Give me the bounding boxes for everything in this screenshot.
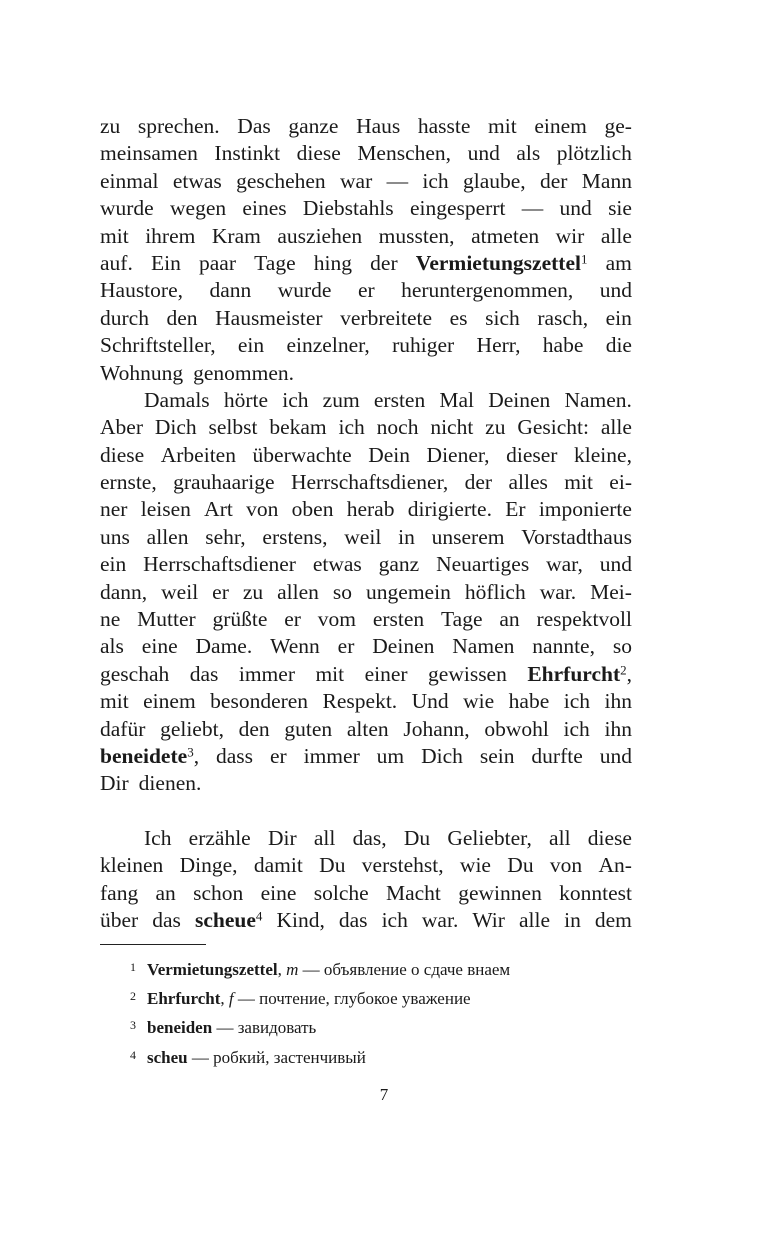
word: diese (296, 141, 341, 166)
word: geschehen (236, 168, 326, 193)
word: sich (485, 305, 520, 330)
word: ernste, (100, 470, 157, 495)
footnote-term: scheu (147, 1047, 188, 1067)
word: alle (600, 223, 632, 248)
text-line (100, 743, 632, 770)
word: ersten (372, 607, 425, 632)
word: und (559, 196, 592, 221)
footnote-marker: 2 (620, 662, 627, 678)
word: weil (344, 524, 382, 549)
text-line (100, 770, 632, 797)
word: der (370, 250, 398, 275)
word: Ein (150, 250, 181, 275)
word: um (376, 743, 405, 768)
word: mit (564, 470, 593, 495)
word: ich (563, 716, 590, 741)
footnote-translation: — почтение, глубокое уважение (233, 989, 471, 1009)
word: an (499, 607, 520, 632)
footnote-separator (100, 944, 206, 945)
word: einem (143, 689, 196, 714)
word: ungemein (366, 579, 451, 604)
footnote-gender: f (228, 989, 234, 1009)
word: habe (508, 689, 550, 714)
word: Geliebter, (447, 825, 532, 850)
word: allen (146, 524, 189, 549)
text-line (100, 606, 632, 633)
word: von (246, 497, 279, 522)
word: ganze (288, 114, 339, 138)
word: Dame. (195, 634, 253, 659)
word: weil (161, 579, 199, 604)
word: das (189, 661, 219, 686)
word: Dir (100, 771, 129, 796)
word: besonderen (210, 689, 309, 714)
word: heruntergenommen, (401, 278, 574, 303)
word: überwachte (252, 442, 352, 467)
word: er (337, 634, 355, 659)
word: und (599, 278, 632, 303)
word: ein (605, 305, 632, 330)
word: in (398, 524, 415, 549)
word: so (332, 579, 353, 604)
word: Wohnung (100, 360, 184, 385)
word: damit (253, 853, 303, 878)
word: er (269, 743, 287, 768)
word: ein (237, 333, 265, 358)
footnote-marker: 4 (255, 908, 263, 924)
word: so (612, 634, 632, 659)
word: wurde (100, 196, 154, 221)
word: als (516, 141, 541, 166)
word: Wenn (270, 634, 320, 659)
footnote-marker: 3 (187, 744, 194, 760)
word: war. (539, 579, 577, 604)
word: plötzlich (556, 141, 632, 166)
footnote-translation: — робкий, застенчивый (187, 1047, 366, 1067)
word: ausziehen (277, 223, 363, 248)
word: ihrem (145, 223, 196, 248)
footnote-2 (130, 982, 650, 1011)
word: Herrschaftsdiener (143, 552, 296, 577)
word: war. (421, 907, 459, 932)
word: alle (519, 907, 551, 932)
word: die (605, 333, 632, 358)
word: Mei- (590, 579, 632, 604)
text-line (100, 360, 632, 387)
word: — (521, 196, 544, 221)
word: dirigierte. (407, 497, 492, 522)
text-line (100, 469, 632, 496)
word: diese (587, 825, 632, 850)
word: Hausmeister (215, 305, 323, 330)
word: diese (100, 442, 145, 467)
body-text (100, 113, 632, 934)
word: wurde (277, 278, 332, 303)
footnote-translation: — объявление о сдаче внаем (298, 960, 511, 980)
word: noch (376, 415, 419, 440)
text-line (100, 442, 632, 469)
word: mit (315, 661, 345, 686)
page-number: 7 (379, 1085, 389, 1104)
word: sein (479, 743, 515, 768)
word: Du (319, 853, 346, 878)
footnote-4 (130, 1041, 650, 1070)
word: habe (542, 333, 584, 358)
word: wie (459, 853, 491, 878)
word: vom (317, 607, 357, 632)
word: dafür (100, 716, 146, 741)
word: genommen. (193, 360, 294, 385)
word: Diebstahls (302, 196, 394, 221)
footnote-number: 1 (130, 960, 136, 974)
word: geschah (100, 661, 170, 686)
text-line (100, 195, 632, 222)
word: Dein (368, 442, 410, 467)
word: mit (488, 114, 517, 138)
word: unserem (431, 524, 505, 549)
text-line (100, 825, 632, 852)
word: zu (100, 114, 121, 138)
word: Mutter (137, 607, 196, 632)
word: wir (555, 223, 585, 248)
word: war (340, 168, 373, 193)
word: respektvoll (536, 607, 632, 632)
word: zum (322, 387, 360, 412)
word: selbst (208, 415, 258, 440)
word: bekam (269, 415, 327, 440)
word: Dinge, (179, 853, 238, 878)
word: Kind, (276, 907, 325, 932)
word: er (357, 278, 375, 303)
word: durfte (531, 743, 583, 768)
text-line (100, 223, 632, 250)
word: wegen (170, 196, 227, 221)
word: imponierte (538, 497, 632, 522)
word: ersten (373, 387, 426, 412)
word: atmeten (471, 223, 540, 248)
word: ich (563, 689, 591, 714)
word: einmal (100, 168, 159, 193)
text-line (100, 496, 632, 523)
word: ich (282, 387, 309, 412)
word: und (599, 743, 632, 768)
word: etwas (312, 552, 362, 577)
word: Vorstadthaus (521, 524, 632, 549)
word: glaube, (463, 168, 526, 193)
word: ich (381, 907, 408, 932)
word: er (284, 607, 301, 632)
word: Mal (439, 387, 475, 412)
word: zu (242, 579, 264, 604)
text-line (100, 305, 632, 332)
word: sprechen. (137, 114, 220, 138)
text-line (100, 661, 632, 688)
text-line (100, 716, 632, 743)
word: Namen. (564, 387, 632, 412)
word: Menschen, (357, 141, 452, 166)
word: meinsamen (100, 141, 198, 166)
word: dann, (100, 579, 148, 604)
word: ganz (378, 552, 420, 577)
text-line (100, 332, 632, 359)
text-line (100, 387, 632, 414)
text-line (100, 852, 632, 879)
word: Art (204, 497, 233, 522)
word: schon (193, 880, 244, 905)
word: sehr, (205, 524, 246, 549)
word: ihn (604, 689, 632, 714)
word: Das (237, 114, 271, 138)
word: erstens, (262, 524, 328, 549)
word: Arbeiten (160, 442, 236, 467)
text-line (100, 907, 632, 934)
text-line (100, 140, 632, 167)
word: Tage (254, 250, 296, 275)
word: dieser (506, 442, 558, 467)
word: höflich (464, 579, 526, 604)
word: Diener, (426, 442, 490, 467)
word: dem (594, 907, 632, 932)
word: über (100, 907, 139, 932)
word: Instinkt (214, 141, 281, 166)
text-line (100, 113, 632, 140)
word: verbreitete (340, 305, 433, 330)
word: eine (260, 880, 297, 905)
text-line (100, 414, 632, 441)
footnote-translation: — завидовать (212, 1018, 317, 1038)
word: Namen (452, 634, 515, 659)
word: herab (346, 497, 395, 522)
word: Herr, (476, 333, 521, 358)
word: und (599, 552, 632, 577)
word: das (152, 907, 181, 932)
word: am (605, 250, 632, 275)
text-line (100, 168, 632, 195)
footnote-marker: 1 (580, 251, 588, 267)
word: eingesperrt (409, 196, 506, 221)
word: Aber (100, 415, 143, 440)
word: etwas (172, 168, 222, 193)
footnote-1 (130, 953, 650, 982)
word: rasch, (537, 305, 589, 330)
footnote-number: 4 (130, 1047, 136, 1062)
word: gewinnen (458, 880, 542, 905)
word: als (100, 634, 124, 659)
footnote-3 (130, 1011, 650, 1040)
word: einzelner, (286, 333, 370, 358)
word: hörte (223, 387, 269, 412)
word: von (549, 853, 583, 878)
word: allen (277, 579, 319, 604)
word: ne (100, 607, 121, 632)
word: den (166, 305, 198, 330)
word: An- (598, 853, 632, 878)
text-line (100, 633, 632, 660)
word: Kram (211, 223, 261, 248)
word: Du (403, 825, 431, 850)
word: Gesicht: (517, 415, 589, 440)
word: alle (600, 415, 632, 440)
word: mit (100, 223, 129, 248)
footnote-number: 2 (130, 989, 136, 1004)
word: Dich (421, 743, 463, 768)
word: Tage (441, 607, 483, 632)
text-line (100, 551, 632, 578)
word: Vermietungszettel$^1$ (415, 250, 588, 275)
word: leisen (140, 497, 191, 522)
word: dann (209, 278, 252, 303)
word: Ich (144, 825, 172, 850)
word: ich (422, 168, 449, 193)
word: obwohl (484, 716, 549, 741)
word: ihn (604, 716, 632, 741)
word: Schriftsteller, (100, 333, 216, 358)
word: beneidete$^3$, (100, 743, 200, 768)
footnote-term: Ehrfurcht (147, 989, 221, 1009)
word: alles (508, 470, 548, 495)
word: ei- (609, 470, 632, 495)
word: dienen. (138, 771, 202, 796)
word: Er (505, 497, 526, 522)
word: dass (216, 743, 254, 768)
word: er (212, 579, 229, 604)
word: wie (463, 689, 495, 714)
word: immer (238, 661, 295, 686)
word: ein (100, 552, 127, 577)
word: der (540, 168, 568, 193)
word: einer (364, 661, 408, 686)
footnotes (130, 953, 650, 1070)
text-line (100, 880, 632, 907)
word: Deinen (372, 634, 435, 659)
word: guten (284, 716, 333, 741)
footnote-number: 3 (130, 1018, 136, 1033)
word: Damals (144, 387, 210, 412)
text-line (100, 524, 632, 551)
word: alten (346, 716, 389, 741)
word: das (338, 907, 368, 932)
word: und (467, 141, 500, 166)
word: kleinen (100, 853, 164, 878)
text-line (100, 250, 632, 277)
word: fang (100, 880, 139, 905)
word: Wir (472, 907, 505, 932)
word: eines (242, 196, 287, 221)
word: paar (199, 250, 236, 275)
word: sie (608, 196, 632, 221)
word: in (564, 907, 581, 932)
footnote-gender: m (286, 960, 299, 980)
word: Johann, (403, 716, 470, 741)
word: ge- (604, 114, 632, 138)
word: geliebt, (160, 716, 224, 741)
word: all (549, 825, 571, 850)
word: — (386, 168, 409, 193)
word: durch (100, 305, 149, 330)
word: Haustore, (100, 278, 183, 303)
word: Haus (356, 114, 401, 138)
word: hasste (417, 114, 471, 138)
footnote-term: Vermietungszettel (147, 960, 278, 980)
word: solche (313, 880, 369, 905)
word: an (155, 880, 176, 905)
word: scheue$^4$ (194, 907, 263, 932)
word: auf. (100, 250, 133, 275)
footnote-term: beneiden (147, 1018, 213, 1038)
word: den (238, 716, 270, 741)
word: einem (534, 114, 587, 138)
word: Macht (385, 880, 441, 905)
word: erzähle (188, 825, 251, 850)
word: ruhiger (392, 333, 455, 358)
word: mit (100, 689, 129, 714)
word: ner (100, 497, 128, 522)
word: Dir (267, 825, 297, 850)
footnote-separator-text: , (277, 960, 287, 980)
word: Ehrfurcht$^2$, (527, 661, 632, 686)
paragraph-gap (100, 798, 632, 825)
footnote-separator-text: , (220, 989, 229, 1009)
word: es (449, 305, 468, 330)
word: mussten, (378, 223, 455, 248)
word: nannte, (532, 634, 595, 659)
word: Mann (581, 168, 632, 193)
word: war, (546, 552, 583, 577)
word: nicht (430, 415, 474, 440)
word: Und (411, 689, 449, 714)
text-line (100, 688, 632, 715)
word: ich (338, 415, 365, 440)
text-line (100, 277, 632, 304)
word: Respekt. (322, 689, 398, 714)
word: oben (291, 497, 334, 522)
word: Deinen (488, 387, 551, 412)
word: hing (313, 250, 353, 275)
word: immer (303, 743, 360, 768)
word: der (464, 470, 493, 495)
word: zu (485, 415, 506, 440)
word: eine (141, 634, 178, 659)
word: grüßte (212, 607, 268, 632)
word: konntest (559, 880, 632, 905)
word: all (313, 825, 336, 850)
word: Herrschaftsdiener, (290, 470, 449, 495)
word: kleine, (574, 442, 632, 467)
text-line (100, 579, 632, 606)
word: Neuartiges (436, 552, 530, 577)
word: Dich (154, 415, 197, 440)
word: Du (507, 853, 534, 878)
word: uns (100, 524, 130, 549)
word: verstehst, (361, 853, 444, 878)
word: grauhaarige (173, 470, 275, 495)
word: gewissen (428, 661, 507, 686)
word: das, (352, 825, 387, 850)
